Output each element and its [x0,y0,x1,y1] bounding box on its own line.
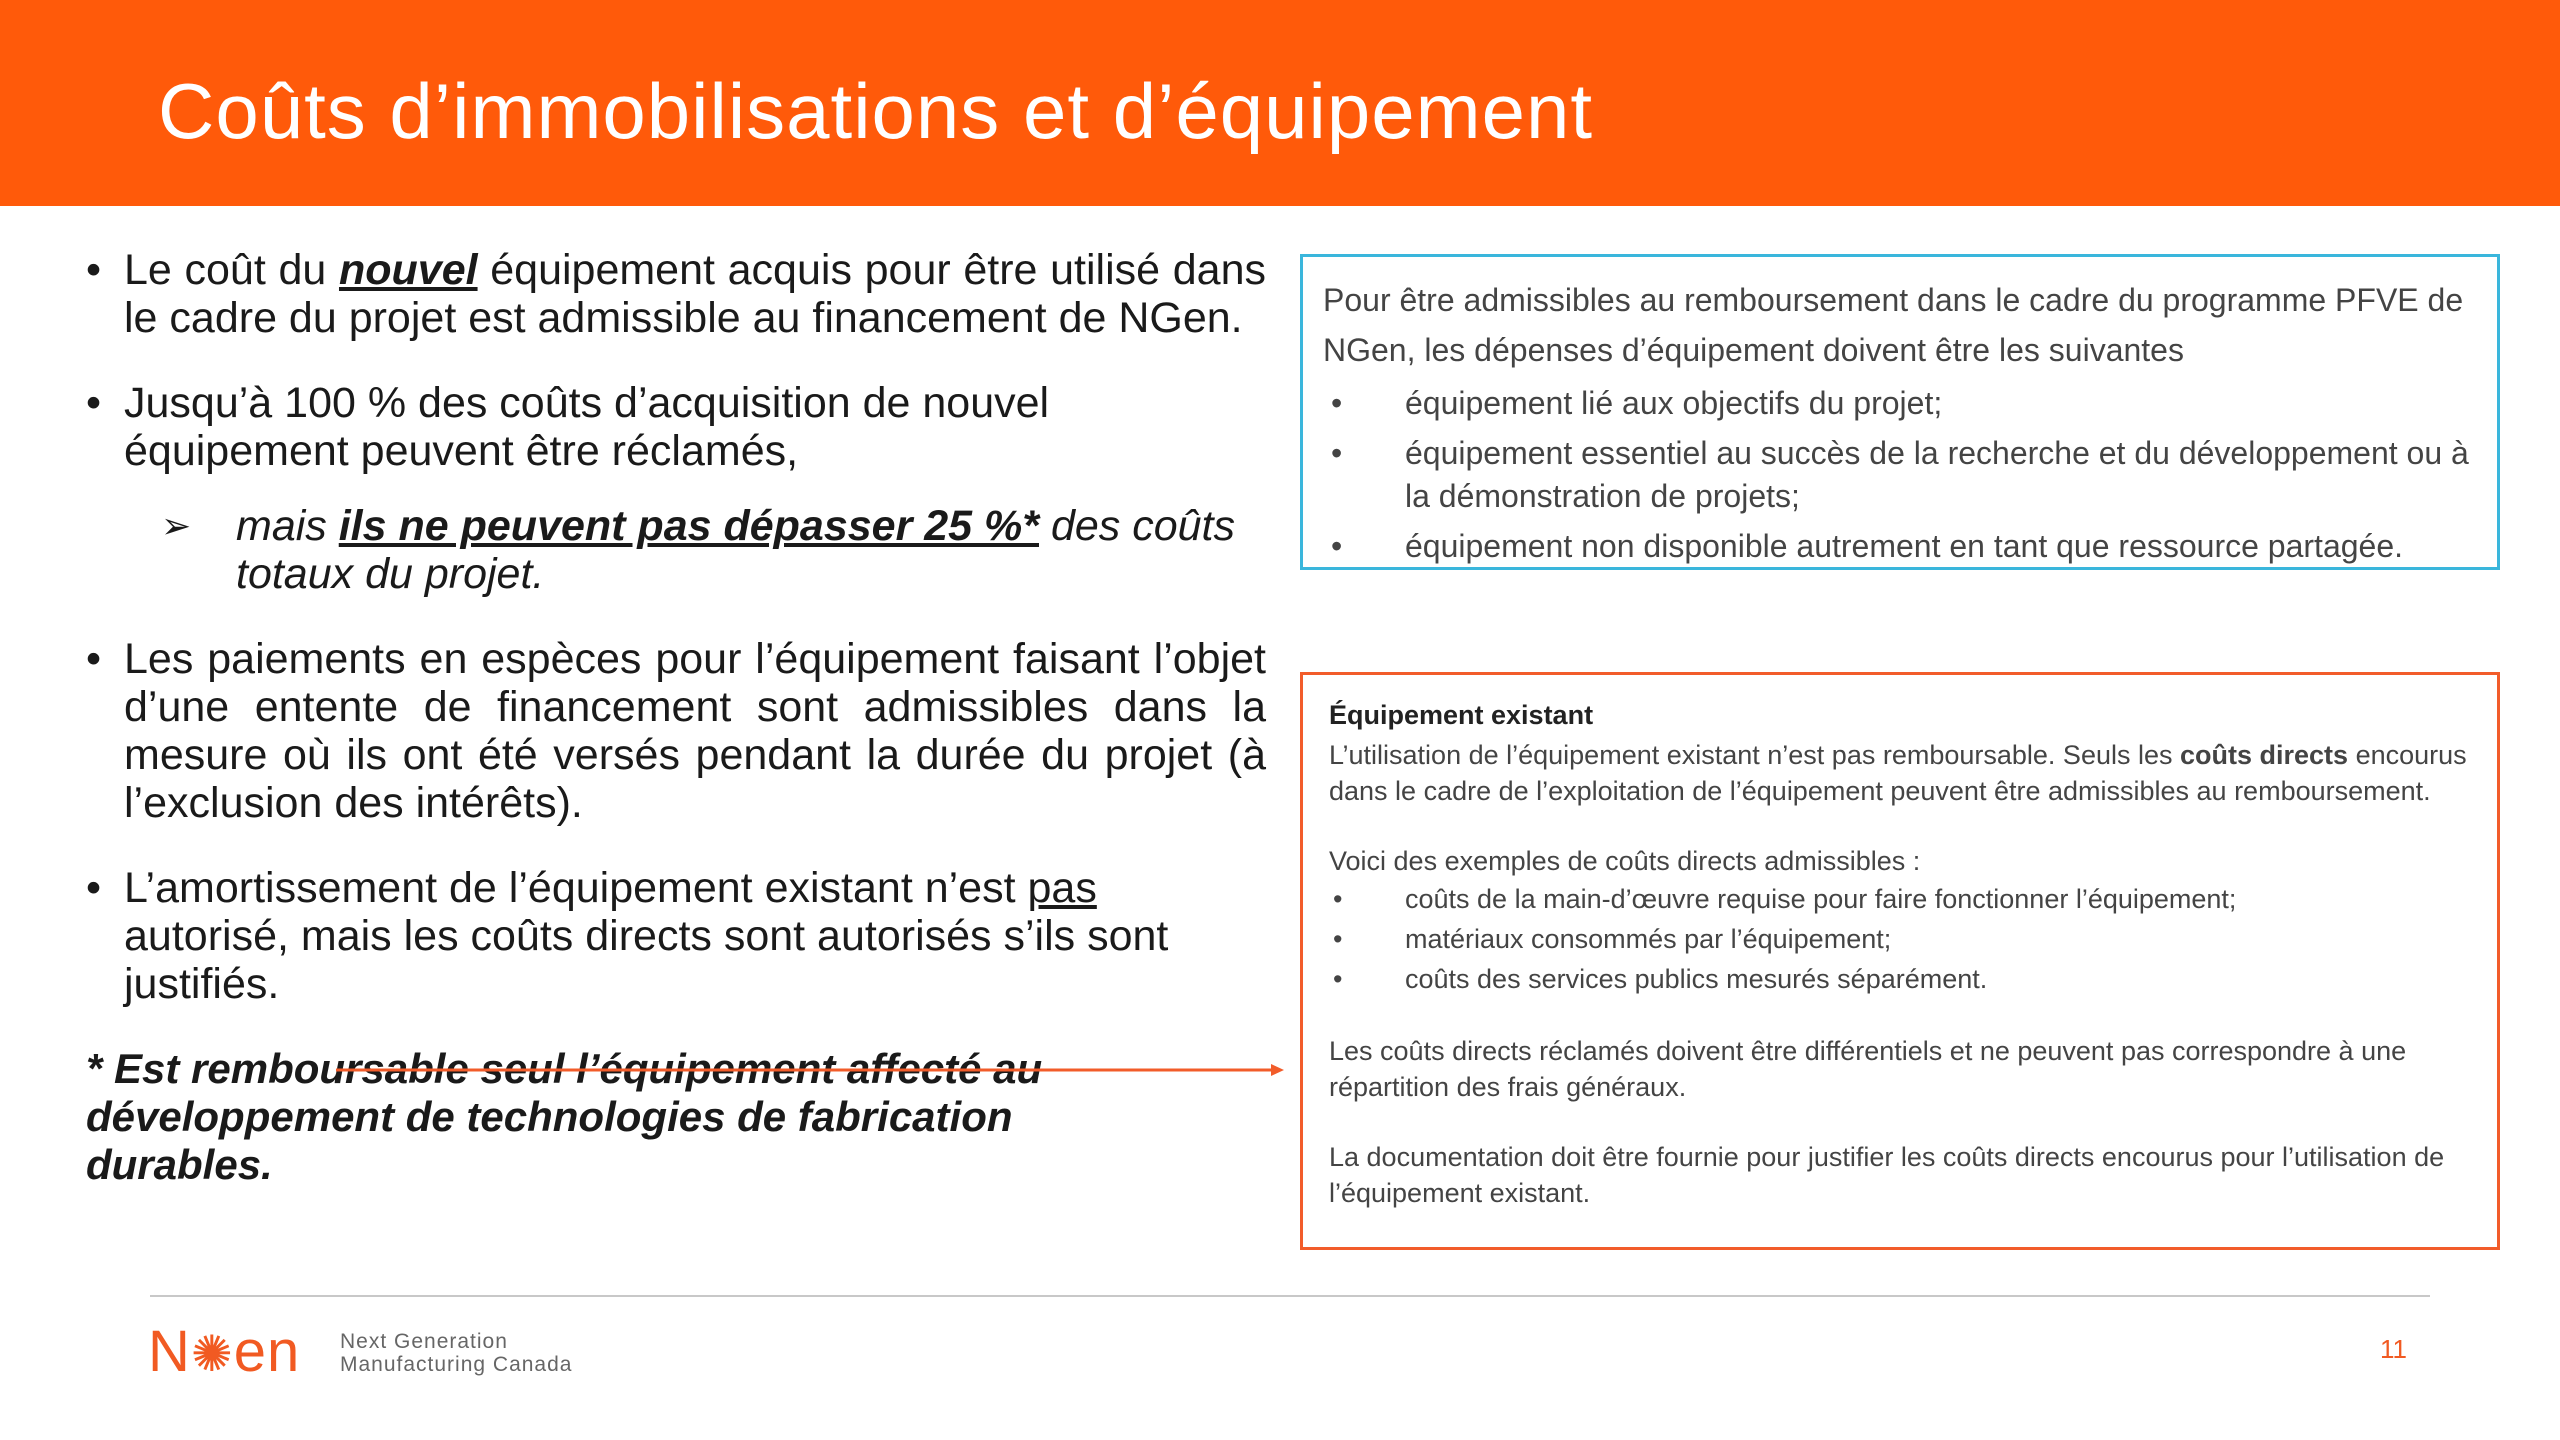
direct-cost-item: • matériaux consommés par l’équipement; [1333,924,1892,954]
slide-title: Coûts d’immobilisations et d’équipement [158,67,1594,155]
org-name: Next Generation Manufacturing Canada [340,1330,573,1376]
existing-equipment-p2: Voici des exemples de coûts directs admissibles : [1329,846,1921,876]
eligibility-intro: Pour être admissibles au remboursement dans le cadre du programme PFVE de NGen, les dépenses d’équipement doivent être les suivantes [1323,282,2464,368]
direct-cost-item: • coûts de la main-d’œuvre requise pour faire fonctionner l’équipement; [1333,884,2237,914]
underlined-pas: pas [1027,864,1097,912]
emphasis-nouvel: nouvel [338,246,478,294]
arrow-bullet-icon: ➢ [161,505,192,546]
direct-cost-item: • coûts des services publics mesurés séparément. [1333,964,1988,994]
left-column [86,246,1266,1189]
connector-arrowhead [1271,1064,1284,1076]
bullet-cash-payments: • Les paiements en espèces pour l’équipement faisant l’objet d’une entente de financement sont admissibles dans la mesure où ils ont été versés pendant la durée du projet (à l’exclusion des intérêts). [86,635,1266,827]
bullet-new-equipment: • Le coût du nouvel équipement acquis pour être utilisé dans le cadre du projet est admissible au financement de NGen. [86,246,1266,342]
sub-bullet-cap: ➢ mais ils ne peuvent pas dépasser 25 %* des coûts totaux du projet. [161,502,1235,598]
eligibility-box [1300,254,2500,570]
existing-equipment-p4: La documentation doit être fournie pour justifier les coûts directs encourus pour l’utilisation de l’équipement existant. [1329,1142,2445,1208]
connector-arrow [336,1060,1286,1080]
bullet-depreciation: • L’amortissement de l’équipement existant n’est pas autorisé, mais les coûts directs sont autorisés s’ils sont justifiés. [86,864,1169,1008]
ngen-logo: N✺en [148,1319,301,1384]
existing-equipment-heading: Équipement existant [1329,700,1594,730]
existing-equipment-p3: Les coûts directs réclamés doivent être différentiels et ne peuvent pas correspondre à une répartition des frais généraux. [1329,1036,2407,1102]
existing-equipment-box [1300,672,2500,1250]
bullet-acquisition-costs: • Jusqu’à 100 % des coûts d’acquisition de nouvel équipement peuvent être réclamés, [86,379,1050,475]
bullet-dot: • [86,635,102,683]
emphasis-cap: ils ne peuvent pas dépasser 25 %* [338,502,1039,550]
footnote: * Est remboursable seul l’équipement affecté au développement de technologies de fabrication durables. [86,1045,1043,1188]
eligibility-item: • équipement lié aux objectifs du projet; [1331,385,1943,421]
gear-icon: ✺ [190,1326,234,1382]
bullet-dot: • [86,864,102,912]
bullet-dot: • [86,379,102,427]
footer-divider [150,1295,2430,1297]
eligibility-item: • équipement non disponible autrement en tant que ressource partagée. [1331,528,2404,564]
page-number: 11 [2380,1334,2407,1364]
eligibility-item: • équipement essentiel au succès de la recherche et du développement ou à la démonstration de projets; [1331,435,2469,514]
existing-equipment-p1: L’utilisation de l’équipement existant n’est pas remboursable. Seuls les coûts directs encourus dans le cadre de l’exploitation de l’équipement peuvent être admissibles au remboursement. [1329,740,2467,806]
bullet-dot: • [86,246,102,294]
